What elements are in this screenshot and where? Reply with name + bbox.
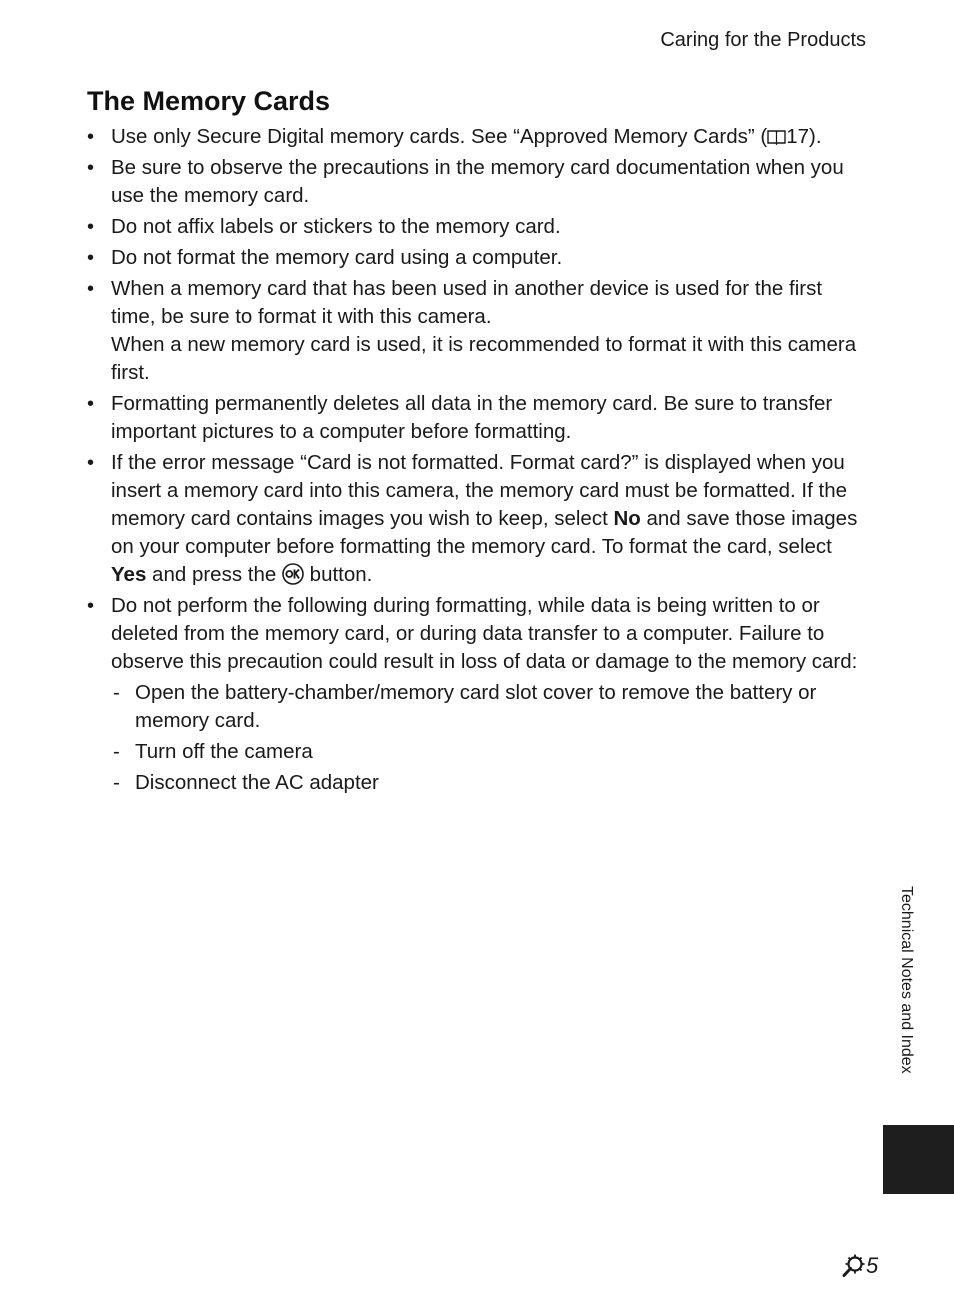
sub-list-item: - Open the battery-chamber/memory card slot cover to remove the battery or memory card. [111,679,867,735]
yes-option-label: Yes [111,563,147,586]
sub-list-item: - Disconnect the AC adapter [111,769,867,797]
bullet-text: Use only Secure Digital memory cards. See “Approved Memory Cards” ( [111,125,768,148]
book-reference-icon [767,129,786,145]
list-item [87,449,867,589]
chapter-tab-label: Technical Notes and Index [898,886,915,1074]
no-option-label: No [613,507,641,530]
list-item [87,154,867,210]
bullet-text: and save those images on your computer before formatting the memory card. To format the card, select [111,507,858,558]
bullet-text-end: ). [809,125,822,148]
list-item [87,275,867,387]
page-reference: 17 [786,125,810,148]
sub-list-item: - Turn off the camera [111,738,867,766]
section-title: The Memory Cards [87,86,331,116]
page-number [841,1252,878,1280]
technical-notes-icon [841,1253,865,1279]
list-item [87,244,867,272]
bullet-text: Be sure to observe the precautions in the memory card documentation when you use the memory card. [111,156,844,207]
bullet-text-continued: When a new memory card is used, it is recommended to format it with this camera first. [111,333,857,384]
page-number-value: 5 [866,1253,879,1278]
sub-list [111,679,867,797]
bullet-text: Do not affix labels or stickers to the memory card. [111,215,561,238]
precautions-list [87,123,867,800]
list-item [87,592,867,797]
running-header: Caring for the Products [660,29,866,51]
ok-button-icon [282,563,304,585]
bullet-text: and press the [146,563,282,586]
chapter-tab-marker [883,1125,954,1194]
list-item [87,123,867,151]
bullet-text: Do not format the memory card using a computer. [111,246,563,269]
bullet-text: Formatting permanently deletes all data in the memory card. Be sure to transfer important pictures to a computer before formatting. [111,392,833,443]
bullet-text: Do not perform the following during formatting, while data is being written to or deleted from the memory card, or during data transfer to a computer. Failure to observe this precaution could result in loss of data or damage to the memory card: [111,594,858,673]
bullet-text: • When a memory card that has been used in another device is used for the first time, be sure to format it with this camera. [111,277,823,328]
bullet-text: If the error message “Card is not formatted. Format card?” is displayed when you insert a memory card into this camera, the memory card must be formatted. If the memory card contains images you wish to keep, select [111,451,847,530]
bullet-text: button. [303,563,373,586]
list-item [87,213,867,241]
list-item [87,390,867,446]
